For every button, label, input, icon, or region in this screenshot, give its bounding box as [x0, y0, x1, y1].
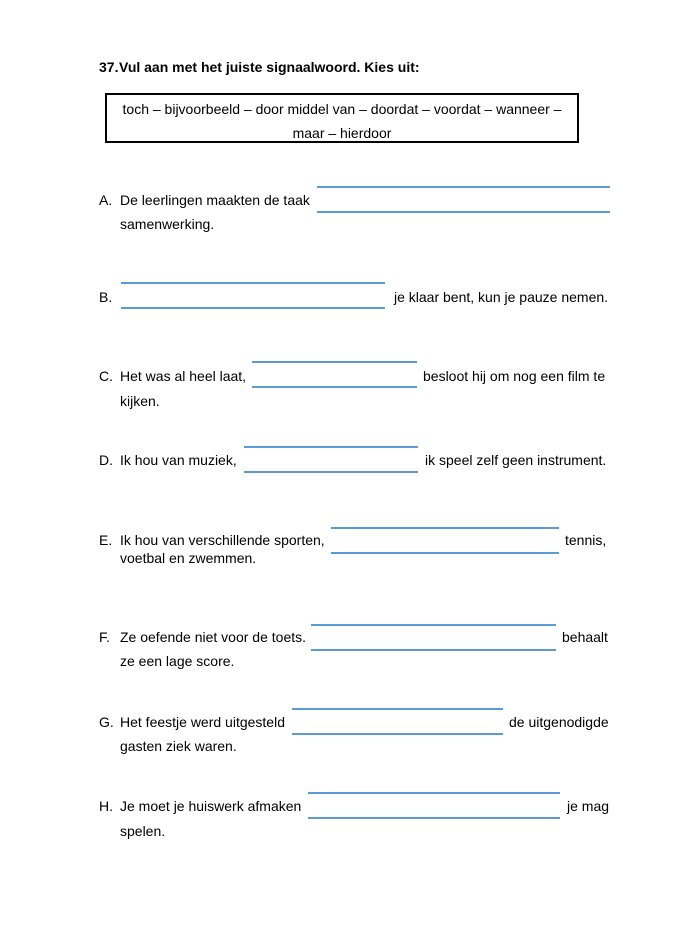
item-g-letter: G.	[99, 714, 114, 730]
item-d-letter: D.	[99, 452, 113, 468]
item-d-text-before: Ik hou van muziek,	[120, 452, 237, 468]
item-h-text-line2: spelen.	[120, 823, 166, 839]
item-f-text-after: behaalt	[562, 629, 608, 645]
item-c-text-before: Het was al heel laat,	[120, 368, 247, 384]
item-h-text-before: Je moet je huiswerk afmaken	[120, 798, 302, 814]
word-bank-box	[105, 93, 579, 143]
item-e-text-line2: voetbal en zwemmen.	[120, 550, 257, 566]
item-h-text-after: je mag	[567, 798, 610, 814]
item-h-letter: H.	[99, 798, 113, 814]
word-bank-line-1: toch – bijvoorbeeld – door middel van – doordat – voordat – wanneer –	[122, 101, 562, 117]
item-g-text-line2: gasten ziek waren.	[120, 738, 237, 754]
item-e-text-before: Ik hou van verschillende sporten,	[120, 532, 325, 548]
item-d-answer-field[interactable]	[244, 446, 418, 473]
item-g-text-before: Het feestje werd uitgesteld	[120, 714, 285, 730]
item-b-letter: B.	[99, 289, 113, 305]
item-a-text-line2: samenwerking.	[120, 216, 215, 232]
item-c-text-line2: kijken.	[120, 393, 160, 409]
item-c-answer-field[interactable]	[252, 361, 417, 388]
item-h-answer-field[interactable]	[308, 792, 560, 819]
item-a-letter: A.	[99, 192, 113, 208]
exercise-number: 37.	[99, 59, 119, 75]
item-a-answer-field[interactable]	[317, 186, 610, 213]
item-e-text-after: tennis,	[565, 532, 607, 548]
item-f-answer-field[interactable]	[311, 624, 556, 651]
item-f-text-before: Ze oefende niet voor de toets.	[120, 629, 307, 645]
exercise-instruction: Vul aan met het juiste signaalwoord. Kies uit:	[119, 59, 420, 75]
word-bank-line-2: maar – hierdoor	[292, 125, 392, 141]
item-g-answer-field[interactable]	[292, 708, 503, 735]
item-c-text-after: besloot hij om nog een film te	[423, 368, 606, 384]
item-a-text-before: De leerlingen maakten de taak	[120, 192, 310, 208]
item-f-text-line2: ze een lage score.	[120, 653, 235, 669]
item-e-letter: E.	[99, 532, 113, 548]
item-g-text-after: de uitgenodigde	[509, 714, 609, 730]
item-e-answer-field[interactable]	[331, 527, 559, 554]
item-f-letter: F.	[99, 629, 110, 645]
item-b-answer-field[interactable]	[121, 282, 385, 309]
item-c-letter: C.	[99, 368, 113, 384]
item-d-text-after: ik speel zelf geen instrument.	[425, 452, 607, 468]
item-b-text-after: je klaar bent, kun je pauze nemen.	[394, 289, 609, 305]
